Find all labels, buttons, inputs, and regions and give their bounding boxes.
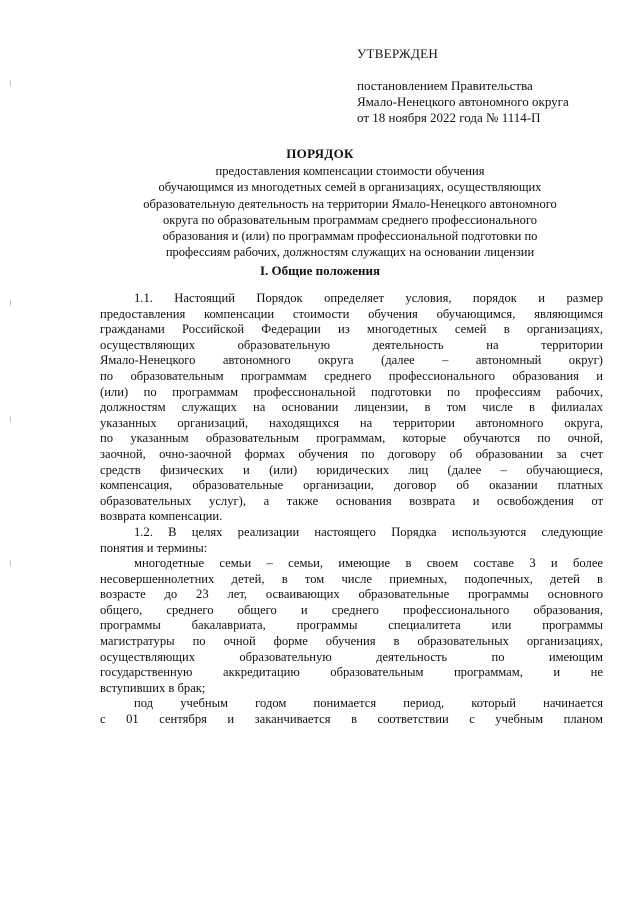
margin-tick bbox=[10, 416, 11, 422]
paragraph-line: Ямало-Ненецкого автономного округа (далее – автономный округ) bbox=[100, 353, 603, 368]
approval-line: постановлением Правительства bbox=[357, 78, 533, 93]
approval-line: от 18 ноября 2022 года № 1114-П bbox=[357, 110, 541, 125]
paragraph-line: 1.2. В целях реализации настоящего Порядка используются следующие bbox=[134, 524, 603, 539]
paragraph-line: 1.1. Настоящий Порядок определяет условия, порядок и размер bbox=[134, 291, 603, 305]
paragraph-line: должностям служащих на основании лицензии, в том числе в филиалах bbox=[100, 400, 603, 415]
paragraph-line: понятия и термины: bbox=[100, 540, 208, 555]
section-heading: I. Общие положения bbox=[260, 263, 380, 278]
paragraph-line: осуществляющих образовательную деятельность по имеющим bbox=[100, 649, 603, 664]
margin-tick bbox=[10, 300, 11, 306]
paragraph-line: программы бакалавриата, программы специалитета или программы bbox=[100, 618, 603, 633]
paragraph-line: возврата компенсации. bbox=[100, 509, 223, 524]
subtitle-line: обучающимся из многодетных семей в организациях, осуществляющих bbox=[158, 180, 542, 195]
document-subtitle bbox=[100, 163, 600, 261]
paragraph-line: гражданами Российской Федерации из многодетных семей в организациях, bbox=[100, 322, 603, 337]
paragraph-line: возрасте до 23 лет, осваивающих образовательные программы основного bbox=[100, 587, 603, 602]
paragraph-line: государственную аккредитацию образовательным программам, и не bbox=[100, 665, 603, 680]
paragraph-line: по указанным образовательным программам, которые обучаются по очной, bbox=[100, 431, 603, 446]
body-text bbox=[100, 291, 603, 728]
paragraph-line: средств физических и (или) юридических лиц (далее – обучающиеся, bbox=[100, 462, 603, 477]
document-title: ПОРЯДОК bbox=[286, 146, 354, 161]
approval-heading: УТВЕРЖДЕН bbox=[357, 46, 439, 61]
paragraph-line: предоставления компенсации стоимости обучения обучающимся, являющимся bbox=[100, 306, 603, 321]
paragraph-line: указанных организаций, находящихся на территории автономного округа, bbox=[100, 415, 603, 430]
paragraph-line: образовательных услуг), а также основания возврата и освобождения от bbox=[100, 493, 603, 508]
margin-tick bbox=[10, 80, 11, 86]
subtitle-line: образовательную деятельность на территории Ямало-Ненецкого автономного bbox=[143, 196, 557, 211]
paragraph-line: компенсация, образовательные организации, договор об оказании платных bbox=[100, 478, 603, 493]
paragraph-line: осуществляющих образовательную деятельность на территории bbox=[100, 337, 603, 352]
paragraph-line: (или) по программам профессиональной подготовки по профессиям рабочих, bbox=[100, 384, 603, 399]
paragraph-line: многодетные семьи – семьи, имеющие в своем составе 3 и более bbox=[134, 556, 603, 571]
paragraph-line: магистратуры по очной форме обучения в образовательных организациях, bbox=[100, 634, 603, 649]
subtitle-line: округа по образовательным программам среднего профессионального bbox=[163, 212, 537, 227]
paragraph-line: заочной, очно-заочной формах обучения по договору об образовании за счет bbox=[100, 446, 603, 461]
margin-tick bbox=[10, 560, 11, 566]
paragraph-line: под учебным годом понимается период, который начинается bbox=[134, 696, 603, 711]
paragraph-line: общего, среднего общего и среднего профессионального образования, bbox=[100, 602, 603, 617]
paragraph-line: несовершеннолетних детей, в том числе приемных, подопечных, детей в bbox=[100, 571, 603, 586]
approval-line: Ямало-Ненецкого автономного округа bbox=[357, 94, 569, 109]
subtitle-line: предоставления компенсации стоимости обучения bbox=[215, 164, 485, 178]
subtitle-line: профессиям рабочих, должностям служащих на основании лицензии bbox=[165, 245, 535, 260]
paragraph-line: вступивших в брак; bbox=[100, 680, 206, 695]
paragraph-line: по образовательным программам среднего профессионального образования и bbox=[100, 368, 603, 383]
subtitle-line: образования и (или) по программам профессиональной подготовки по bbox=[162, 229, 538, 244]
paragraph-line: с 01 сентября и заканчивается в соответствии с учебным планом bbox=[100, 712, 603, 727]
approval-block bbox=[357, 46, 627, 126]
